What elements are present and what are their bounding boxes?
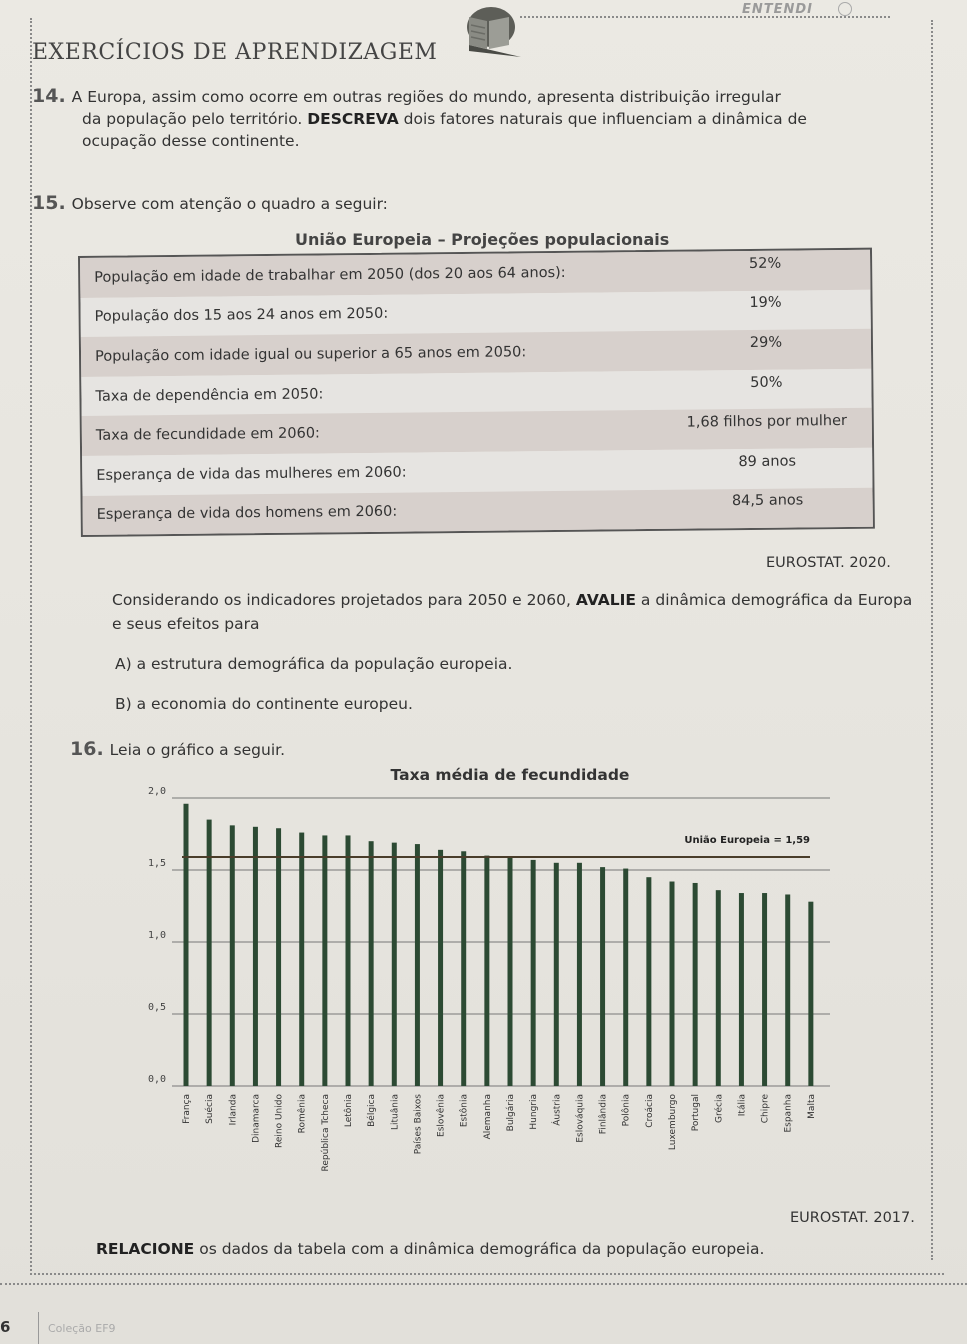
fertility-chart [140, 760, 840, 1200]
row-value: 84,5 anos [731, 492, 804, 510]
row-value: 89 anos [738, 453, 797, 470]
prompt-text: Considerando os indicadores projetados para 2050 e 2060, [112, 591, 576, 609]
bar [785, 894, 790, 1086]
x-tick-label: Letônia [344, 1094, 354, 1128]
question-16 [70, 738, 285, 761]
x-tick-label: Luxemburgo [668, 1094, 678, 1151]
bar [230, 825, 235, 1086]
question-15-prompt [112, 588, 922, 636]
x-tick-label: Estônia [459, 1094, 470, 1128]
x-tick-label: República Tcheca [320, 1094, 331, 1172]
bar [577, 863, 582, 1086]
question-number: 15. [32, 192, 66, 214]
bar [716, 890, 721, 1086]
command-keyword: RELACIONE [96, 1240, 195, 1258]
x-tick-label: Áustria [552, 1094, 563, 1126]
bar [808, 902, 813, 1086]
y-tick-label: 1,0 [147, 930, 166, 941]
x-tick-label: Países Baixos [413, 1094, 424, 1155]
frame-top-divider [520, 16, 890, 18]
bar [461, 851, 466, 1086]
x-tick-label: França [182, 1094, 192, 1124]
chart-title: Taxa média de fecundidade [390, 766, 630, 784]
x-tick-label: Portugal [691, 1094, 702, 1132]
command-keyword: AVALIE [575, 591, 636, 609]
bar [253, 827, 258, 1086]
x-tick-label: Finlândia [598, 1094, 609, 1135]
row-value: 29% [749, 334, 783, 351]
bar [739, 893, 744, 1086]
projections-table [78, 248, 875, 537]
prompt-text: a dinâmica demográfica da Europa e seus efeitos para [112, 591, 913, 633]
question-number: 14. [32, 85, 66, 107]
y-tick-label: 0,5 [147, 1002, 166, 1013]
bar [646, 877, 651, 1086]
question-text: Leia o gráfico a seguir. [109, 741, 286, 759]
row-label: População em idade de trabalhar em 2050 (dos 20 aos 64 anos): [94, 264, 566, 286]
book-icon [457, 5, 521, 59]
row-label: Taxa de dependência em 2050: [95, 386, 324, 405]
x-tick-label: Lituânia [390, 1094, 401, 1130]
y-tick-label: 2,0 [147, 786, 166, 797]
row-label: Esperança de vida das mulheres em 2060: [96, 464, 407, 484]
page-number: 6 [0, 1318, 11, 1336]
collection-label: Coleção EF9 [48, 1322, 116, 1335]
x-tick-label: Malta [806, 1094, 817, 1119]
x-tick-label: Reino Unido [274, 1094, 285, 1148]
y-tick-label: 1,5 [147, 858, 166, 869]
bar [369, 841, 374, 1086]
command-keyword: DESCREVA [307, 110, 399, 128]
x-tick-label: Eslovênia [436, 1094, 447, 1137]
bar [554, 863, 559, 1086]
x-tick-label: Bulgária [506, 1094, 516, 1132]
row-label: População com idade igual ou superior a 65 anos em 2050: [94, 344, 527, 365]
bar [392, 843, 397, 1086]
eu-average-label: União Europeia = 1,59 [684, 835, 810, 847]
row-value: 50% [750, 374, 783, 391]
bar [670, 882, 675, 1086]
question-number: 16. [70, 738, 104, 760]
question-text: dois fatores naturais que influenciam a dinâmica de [398, 110, 807, 128]
row-value: 52% [748, 255, 782, 272]
option-a: A) a estrutura demográfica da população europeia. [115, 655, 513, 673]
bar [762, 893, 767, 1086]
bar [346, 835, 351, 1086]
row-label: População dos 15 aos 24 anos em 2050: [94, 306, 389, 326]
footer-separator [38, 1312, 39, 1344]
x-tick-label: Dinamarca [251, 1094, 262, 1143]
x-tick-label: Chipre [760, 1094, 771, 1124]
bar [438, 850, 443, 1086]
x-tick-label: Bélgica [367, 1094, 378, 1127]
x-tick-label: Romênia [297, 1094, 308, 1134]
frame-right-divider [931, 20, 933, 1260]
bar [623, 869, 628, 1086]
table-title: União Europeia – Projeções populacionais [295, 230, 670, 249]
chart-canvas [140, 760, 840, 1200]
x-tick-label: Suécia [205, 1094, 216, 1124]
table-row [83, 487, 873, 535]
question-text: A Europa, assim como ocorre em outras regiões do mundo, apresenta distribuição irregular [71, 88, 781, 106]
x-tick-label: Hungria [529, 1094, 540, 1130]
row-value: 1,68 filhos por mulher [686, 413, 848, 431]
row-label: Esperança de vida dos homens em 2060: [96, 504, 398, 524]
bar [207, 820, 212, 1086]
x-tick-label: Croácia [644, 1094, 655, 1128]
question-15 [32, 192, 912, 215]
footer-divider [0, 1283, 967, 1285]
x-tick-label: Irlanda [228, 1094, 239, 1126]
chart-source: EUROSTAT. 2017. [790, 1210, 915, 1226]
x-tick-label: Espanha [783, 1094, 794, 1133]
entendi-label: ENTENDI [742, 2, 814, 17]
bar [299, 833, 304, 1086]
bar [531, 860, 536, 1086]
y-tick-label: 0,0 [147, 1074, 166, 1085]
question-text: Observe com atenção o quadro a seguir: [71, 195, 388, 213]
table-source: EUROSTAT. 2020. [766, 555, 891, 571]
entendi-checkbox[interactable] [838, 2, 852, 16]
row-value: 19% [749, 295, 782, 312]
row-label: Taxa de fecundidade em 2060: [95, 425, 320, 444]
x-tick-label: Eslováquia [575, 1094, 586, 1143]
x-tick-label: Polônia [621, 1094, 632, 1127]
prompt-text: os dados da tabela com a dinâmica demográfica da população europeia. [194, 1240, 765, 1258]
question-14 [32, 85, 912, 152]
bar [322, 835, 327, 1086]
bar [693, 883, 698, 1086]
question-16-prompt [96, 1240, 764, 1258]
x-tick-label: Itália [737, 1094, 748, 1117]
question-text: ocupação desse continente. [82, 132, 300, 150]
section-title: EXERCÍCIOS DE APRENDIZAGEM [32, 40, 438, 65]
x-tick-label: Grécia [714, 1094, 725, 1123]
bar [484, 856, 489, 1086]
bar [184, 804, 189, 1086]
bar [508, 857, 513, 1086]
question-text: da população pelo território. [82, 110, 308, 128]
bar [415, 844, 420, 1086]
x-tick-label: Alemanha [482, 1094, 493, 1140]
option-b: B) a economia do continente europeu. [115, 695, 413, 713]
bar [600, 867, 605, 1086]
bar [276, 828, 281, 1086]
